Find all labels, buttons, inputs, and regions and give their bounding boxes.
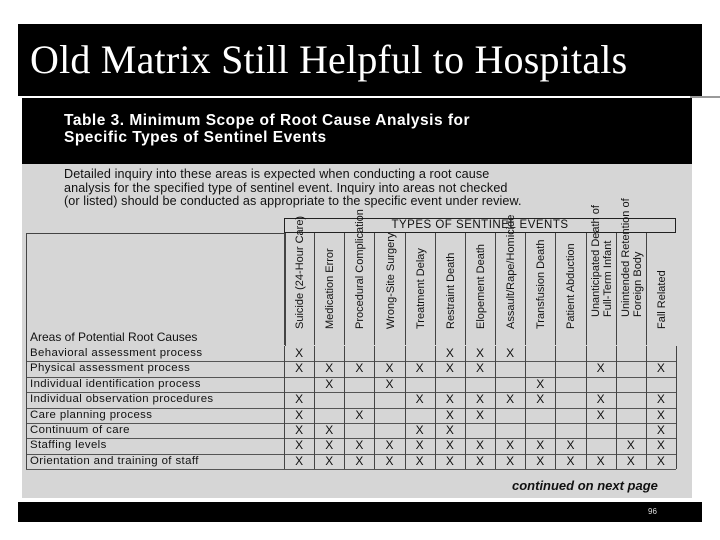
check-mark: X bbox=[325, 438, 334, 453]
column-divider bbox=[405, 346, 406, 469]
check-mark: X bbox=[656, 438, 665, 453]
check-mark: X bbox=[656, 423, 665, 437]
column-header-line: Patient Abduction bbox=[565, 243, 578, 329]
check-mark: X bbox=[506, 438, 515, 453]
row-label: Individual identification process bbox=[30, 377, 201, 390]
check-mark: X bbox=[415, 361, 424, 376]
check-mark: X bbox=[536, 438, 545, 453]
check-mark: X bbox=[355, 361, 364, 376]
column-header-text bbox=[445, 253, 457, 329]
check-mark: X bbox=[536, 392, 545, 407]
column-header-line: Foreign Body bbox=[631, 251, 644, 317]
column-header bbox=[555, 233, 586, 345]
column-header bbox=[465, 233, 496, 345]
check-mark: X bbox=[385, 438, 394, 453]
check-mark: X bbox=[475, 453, 484, 468]
table-row bbox=[26, 423, 676, 439]
column-header-line: Wrong-Site Surgery bbox=[384, 232, 397, 329]
page-number: 96 bbox=[648, 507, 657, 516]
check-mark: X bbox=[596, 361, 605, 376]
row-label: Care planning process bbox=[30, 408, 153, 421]
check-mark: X bbox=[355, 407, 364, 422]
column-divider bbox=[676, 346, 677, 469]
check-mark: X bbox=[506, 346, 515, 360]
column-header-text bbox=[415, 248, 427, 329]
table-row bbox=[26, 377, 676, 393]
column-header-line: Unintended Retention of bbox=[619, 198, 632, 317]
column-divider bbox=[616, 346, 617, 469]
check-mark: X bbox=[295, 423, 304, 437]
column-header-text bbox=[475, 244, 487, 329]
check-mark: X bbox=[325, 453, 334, 468]
check-mark: X bbox=[566, 438, 575, 453]
column-header bbox=[344, 209, 375, 345]
check-mark: X bbox=[325, 423, 334, 437]
table-row bbox=[26, 392, 676, 408]
table-intro bbox=[64, 168, 522, 209]
column-divider bbox=[495, 346, 496, 469]
check-mark: X bbox=[415, 392, 424, 407]
column-divider bbox=[646, 346, 647, 469]
check-mark: X bbox=[626, 453, 635, 468]
slide-title: Old Matrix Still Helpful to Hospitals bbox=[30, 37, 628, 82]
check-mark: X bbox=[475, 392, 484, 407]
column-header-text bbox=[656, 270, 668, 329]
column-divider bbox=[344, 346, 345, 469]
table-row bbox=[26, 408, 676, 424]
row-label: Staffing levels bbox=[30, 439, 107, 452]
column-header-line: Treatment Delay bbox=[414, 248, 427, 329]
check-mark: X bbox=[475, 407, 484, 422]
check-mark: X bbox=[506, 453, 515, 468]
title-bar bbox=[18, 24, 702, 96]
types-header: TYPES OF SENTINEL EVENTS bbox=[284, 218, 676, 233]
table-title-line-2: Specific Types of Sentinel Events bbox=[64, 129, 327, 146]
intro-line: (or listed) should be conducted as appropriate to the specific event under review. bbox=[64, 194, 522, 209]
column-divider bbox=[525, 346, 526, 469]
column-header-line: Procedural Complication bbox=[354, 209, 367, 329]
column-header bbox=[616, 198, 647, 345]
check-mark: X bbox=[355, 438, 364, 453]
table-title-band bbox=[22, 98, 692, 164]
column-header-line: Restraint Death bbox=[444, 252, 457, 329]
column-header-text bbox=[354, 209, 366, 329]
check-mark: X bbox=[445, 361, 454, 376]
check-mark: X bbox=[445, 407, 454, 422]
row-label: Behavioral assessment process bbox=[30, 347, 203, 359]
column-header bbox=[405, 233, 436, 345]
column-header-text bbox=[535, 240, 547, 329]
column-header-text bbox=[294, 216, 306, 329]
scanned-table-document bbox=[22, 98, 692, 498]
check-mark: X bbox=[445, 392, 454, 407]
column-header bbox=[435, 233, 466, 345]
check-mark: X bbox=[445, 423, 454, 437]
footer-bar bbox=[18, 502, 702, 522]
check-mark: X bbox=[596, 407, 605, 422]
check-mark: X bbox=[385, 453, 394, 468]
table-left-border bbox=[26, 346, 27, 469]
row-label: Continuum of care bbox=[30, 424, 130, 436]
column-header-text bbox=[565, 243, 577, 329]
check-mark: X bbox=[445, 438, 454, 453]
check-mark: X bbox=[385, 376, 394, 391]
column-header-text bbox=[324, 248, 336, 329]
check-mark: X bbox=[656, 453, 665, 468]
column-header-text bbox=[590, 205, 614, 317]
check-mark: X bbox=[295, 361, 304, 376]
check-mark: X bbox=[656, 392, 665, 407]
column-divider bbox=[465, 346, 466, 469]
check-mark: X bbox=[355, 453, 364, 468]
check-mark: X bbox=[445, 453, 454, 468]
column-header bbox=[525, 233, 556, 345]
check-mark: X bbox=[536, 376, 545, 391]
check-mark: X bbox=[295, 346, 304, 360]
column-header-text bbox=[620, 198, 644, 317]
table-row bbox=[26, 346, 676, 362]
check-mark: X bbox=[295, 453, 304, 468]
check-mark: X bbox=[295, 407, 304, 422]
column-header-line: Fall Related bbox=[655, 270, 668, 329]
intro-line: Detailed inquiry into these areas is expected when conducting a root cause bbox=[64, 167, 490, 181]
column-divider bbox=[374, 346, 375, 469]
column-divider bbox=[555, 346, 556, 469]
column-divider bbox=[284, 346, 285, 469]
row-label: Orientation and training of staff bbox=[30, 454, 199, 467]
decorative-line bbox=[690, 96, 720, 98]
check-mark: X bbox=[626, 438, 635, 453]
column-header-line: Transfusion Death bbox=[535, 239, 548, 329]
table-row bbox=[26, 438, 676, 454]
column-header-line: Elopement Death bbox=[474, 244, 487, 329]
column-header bbox=[314, 233, 345, 345]
column-header-text bbox=[385, 233, 397, 329]
check-mark: X bbox=[415, 423, 424, 437]
column-header bbox=[284, 215, 315, 345]
intro-line: analysis for the specified type of sentinel event. Inquiry into areas not checked bbox=[64, 180, 508, 195]
column-header-line: Medication Error bbox=[324, 248, 337, 329]
table-row bbox=[26, 361, 676, 377]
check-mark: X bbox=[325, 361, 334, 376]
column-header bbox=[586, 205, 617, 345]
column-header-line: Full-Term Infant bbox=[601, 240, 614, 317]
column-divider bbox=[586, 346, 587, 469]
column-header-line: Suicide (24-Hour Care) bbox=[294, 215, 307, 329]
column-header bbox=[495, 214, 526, 345]
check-mark: X bbox=[596, 453, 605, 468]
table-title bbox=[64, 112, 470, 146]
column-header-line: Unanticipated Death of bbox=[589, 205, 602, 317]
check-mark: X bbox=[415, 438, 424, 453]
table-title-line-1: Table 3. Minimum Scope of Root Cause Analysis for bbox=[64, 112, 471, 129]
row-header-label: Areas of Potential Root Causes bbox=[30, 330, 198, 344]
column-header-text bbox=[505, 215, 517, 329]
column-header bbox=[646, 233, 677, 345]
row-label: Physical assessment process bbox=[30, 362, 191, 375]
check-mark: X bbox=[566, 453, 575, 468]
row-label: Individual observation procedures bbox=[30, 393, 214, 406]
table-row bbox=[26, 454, 676, 470]
check-mark: X bbox=[295, 392, 304, 407]
check-mark: X bbox=[656, 361, 665, 376]
check-mark: X bbox=[506, 392, 515, 407]
check-mark: X bbox=[475, 346, 484, 360]
check-mark: X bbox=[596, 392, 605, 407]
matrix-grid bbox=[26, 346, 676, 476]
check-mark: X bbox=[536, 453, 545, 468]
continued-note: continued on next page bbox=[512, 478, 658, 493]
check-mark: X bbox=[656, 407, 665, 422]
check-mark: X bbox=[295, 438, 304, 453]
check-mark: X bbox=[475, 438, 484, 453]
check-mark: X bbox=[325, 376, 334, 391]
column-divider bbox=[314, 346, 315, 469]
column-header-line: Assault/Rape/Homicide bbox=[505, 214, 518, 329]
column-header bbox=[374, 233, 405, 345]
column-divider bbox=[435, 346, 436, 469]
check-mark: X bbox=[475, 361, 484, 376]
check-mark: X bbox=[385, 361, 394, 376]
check-mark: X bbox=[415, 453, 424, 468]
check-mark: X bbox=[445, 346, 454, 360]
top-band bbox=[0, 0, 720, 22]
